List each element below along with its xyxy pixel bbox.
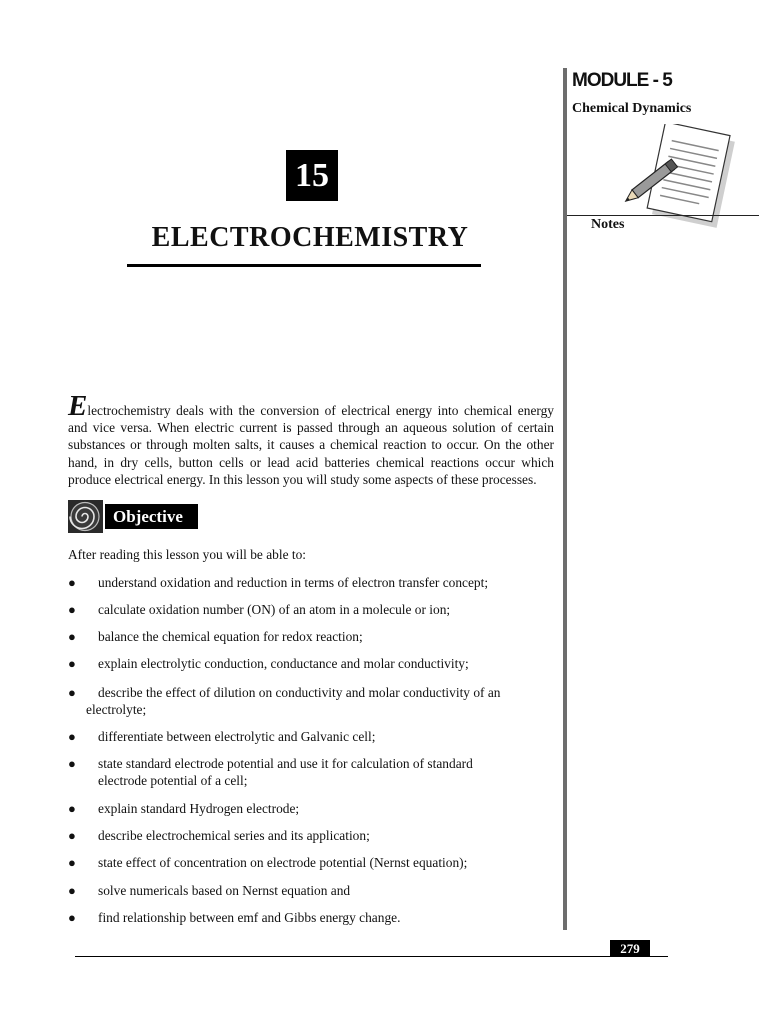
list-item — [68, 655, 538, 672]
footer-rule — [75, 956, 668, 957]
bullet-icon: ● — [68, 575, 76, 590]
target-spiral-icon — [68, 500, 103, 533]
bullet-icon: ● — [68, 910, 76, 925]
margin-divider — [563, 68, 567, 930]
list-item-text: differentiate between electrolytic and Galvanic cell; — [98, 729, 376, 744]
bullet-icon: ● — [68, 828, 76, 843]
bullet-icon: ● — [68, 883, 76, 898]
bullet-icon: ● — [68, 756, 76, 771]
list-item — [68, 800, 538, 817]
list-item-text: balance the chemical equation for redox reaction; — [98, 629, 363, 644]
list-item — [68, 574, 538, 591]
drop-cap: E — [68, 390, 88, 422]
list-item-text: understand oxidation and reduction in terms of electron transfer concept; — [98, 575, 489, 590]
list-item — [68, 601, 538, 618]
list-item-text: describe electrochemical series and its application; — [98, 828, 370, 843]
objective-lead: After reading this lesson you will be able to: — [68, 547, 307, 562]
list-item-text: explain electrolytic conduction, conductance and molar conductivity; — [98, 656, 469, 671]
objective-header — [68, 500, 198, 533]
notes-label: Notes — [591, 217, 625, 232]
notepad-pencil-icon — [624, 124, 736, 234]
list-item-text: calculate oxidation number (ON) of an atom in a molecule or ion; — [98, 602, 451, 617]
intro-text: lectrochemistry deals with the conversion of electrical energy into chemical energy and vice versa. When electric current is passed through an aqueous solution of certain substances or through molten salts, it causes a chemical reaction to occur. On the other hand, in dry cells, button cells or lead acid batteries chemical reactions occur which produce electrical energy. In this lesson you will study some aspects of these processes. — [68, 403, 554, 487]
list-item — [68, 728, 538, 745]
bullet-icon: ● — [68, 656, 76, 671]
list-item — [68, 827, 538, 844]
chapter-title: ELECTROCHEMISTRY — [151, 222, 469, 253]
list-item — [68, 909, 538, 926]
chapter-number: 15 — [286, 150, 338, 201]
list-item-text: describe the effect of dilution on conductivity and molar conductivity of an electrolyte; — [86, 685, 501, 718]
bullet-icon: ● — [68, 602, 76, 617]
list-item-text: solve numericals based on Nernst equation and — [98, 883, 351, 898]
module-subtitle: Chemical Dynamics — [572, 101, 692, 116]
bullet-icon: ● — [68, 855, 76, 870]
list-item-text: explain standard Hydrogen electrode; — [98, 801, 300, 816]
module-title: MODULE - 5 — [572, 70, 672, 91]
bullet-icon: ● — [68, 801, 76, 816]
bullet-icon: ● — [68, 729, 76, 744]
list-item — [68, 854, 538, 871]
objective-label: Objective — [105, 504, 198, 529]
title-underline — [127, 264, 481, 267]
list-item — [68, 684, 508, 718]
intro-paragraph — [68, 390, 554, 488]
page-number: 279 — [610, 940, 650, 957]
list-item-text: find relationship between emf and Gibbs energy change. — [98, 910, 401, 925]
list-item — [68, 755, 488, 789]
list-item-text: state standard electrode potential and use it for calculation of standard electrode potential of a cell; — [98, 756, 473, 789]
list-item — [68, 628, 538, 645]
notes-rule — [567, 215, 759, 216]
bullet-icon: ● — [68, 685, 76, 700]
bullet-icon: ● — [68, 629, 76, 644]
list-item-text: state effect of concentration on electrode potential (Nernst equation); — [98, 855, 468, 870]
list-item — [68, 882, 538, 899]
